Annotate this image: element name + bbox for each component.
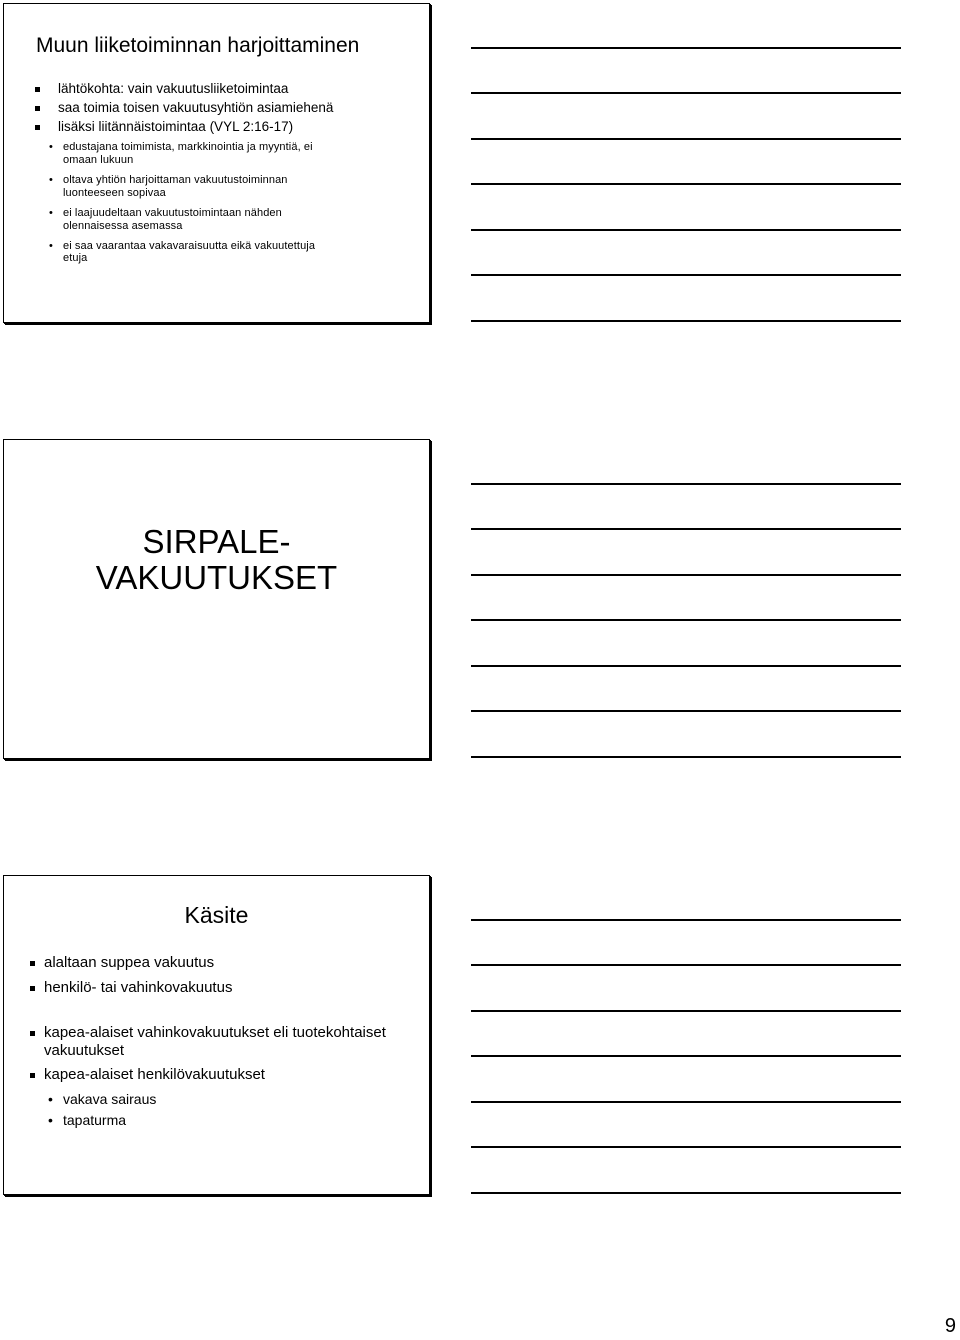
slide-2 <box>3 439 430 759</box>
slide-2-title-line-2: VAKUUTUKSET <box>95 559 338 597</box>
slide-1-bullets <box>4 81 429 272</box>
slide-1 <box>3 3 430 323</box>
sub-bullet-item: • oltava yhtiön harjoittaman vakuutustoiminnan luonteeseen sopivaa <box>4 174 429 200</box>
slide-1-title: Muun liiketoiminnan harjoittaminen <box>36 34 360 57</box>
bullet-item: henkilö- tai vahinkovakuutus <box>4 979 429 997</box>
sub-bullet-item: • vakava sairaus <box>4 1091 429 1107</box>
bullet-item: alaltaan suppea vakuutus <box>4 954 429 972</box>
bullet-item: lisäksi liitännäistoimintaa (VYL 2:16-17) <box>4 119 429 135</box>
bullet-item: kapea-alaiset henkilövakuutukset <box>4 1066 429 1084</box>
slide-2-title-line-1: SIRPALE- <box>142 523 291 560</box>
slide-3-bullets <box>4 954 429 1133</box>
slide-2-title <box>4 524 429 597</box>
slide-3-title: Käsite <box>184 902 249 928</box>
bullet-item: lähtökohta: vain vakuutusliiketoimintaa <box>4 81 429 97</box>
sub-bullet-item: • ei saa vaarantaa vakavaraisuutta eikä vakuutettuja etuja <box>4 240 429 266</box>
sub-bullet-item: • edustajana toimimista, markkinointia ja myyntiä, ei omaan lukuun <box>4 141 429 167</box>
sub-bullet-item: • tapaturma <box>4 1112 429 1128</box>
bullet-item: saa toimia toisen vakuutusyhtiön asiamiehenä <box>4 100 429 116</box>
slide-3 <box>3 875 430 1195</box>
bullet-item: kapea-alaiset vahinkovakuutukset eli tuotekohtaiset vakuutukset <box>4 1024 429 1059</box>
sub-bullet-item: • ei laajuudeltaan vakuutustoimintaan nähden olennaisessa asemassa <box>4 207 429 233</box>
page-number: 9 <box>944 1315 956 1337</box>
